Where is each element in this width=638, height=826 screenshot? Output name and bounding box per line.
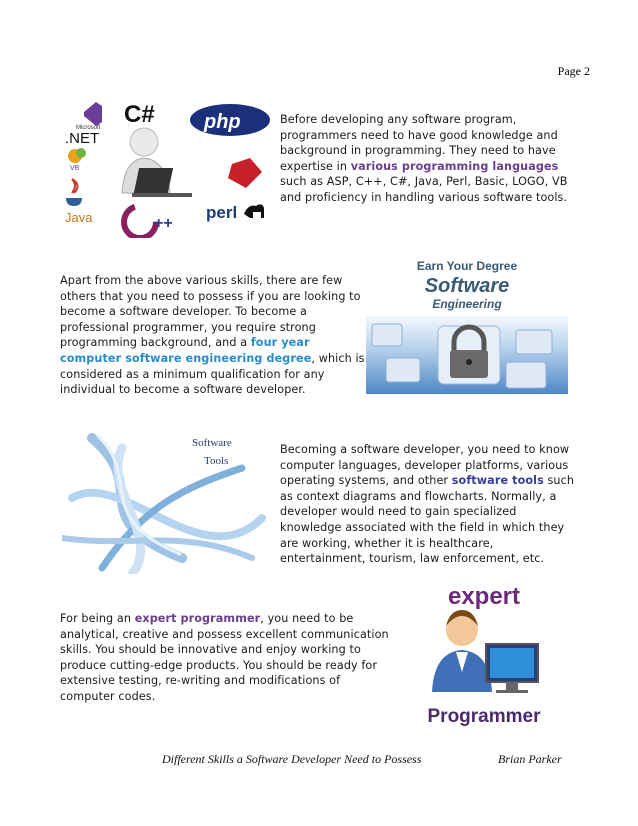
paragraph-3-text-start: Becoming a software developer, you need to know computer languages, developer platforms, various operating systems, and other [280, 443, 570, 488]
paragraph-4 [60, 611, 390, 705]
software-engineering-degree-image [366, 254, 568, 394]
php-text: php [204, 111, 241, 133]
padlock-icon [438, 326, 500, 384]
paragraph-2-text-end: , which is considered as a minimum qualification for any individual to become a software developer. [60, 351, 365, 397]
paragraph-2 [60, 273, 366, 398]
degree-line3: Engineering [432, 297, 502, 311]
cpp-text: ++ [154, 215, 173, 232]
tools-illustration [62, 428, 270, 574]
link-engineering-degree[interactable]: four year computer software engineering degree [60, 336, 312, 365]
page-number: Page 2 [557, 64, 590, 78]
paragraph-1-text-start: Before developing any software program, programmers need to have good knowledge and background in programming. They need to have expertise in [280, 113, 558, 173]
paragraph-4-text-start: For being an [60, 612, 135, 625]
dotnet-text: .NET [65, 130, 100, 147]
microsoft-text: Microsoft [76, 125, 101, 131]
link-software-tools[interactable]: software tools [451, 474, 544, 488]
paragraph-3 [280, 442, 580, 567]
paragraph-3-text-end: such as context diagrams and flowcharts. Normally, a developer would need to gain specialized knowledge associated with the field in which they are working, whether it is healthcare, entertainment, tourism, law enforcement, etc. [280, 474, 575, 566]
footer-title: Different Skills a Software Developer Need to Possess [162, 752, 422, 766]
paragraph-1-text-end: such as ASP, C++, C#, Java, Perl, Basic, LOGO, VB and proficiency in handling various software tools. [280, 175, 568, 204]
expert-title: expert [447, 583, 521, 610]
tools-line1: Software [192, 437, 232, 449]
degree-line1: Earn Your Degree [416, 259, 518, 273]
csharp-text: C# [124, 101, 155, 128]
paragraph-2-text-start: Apart from the above various skills, there are few others that you need to possess if you are looking to become a software developer. To become a professional programmer, you require strong programming background, and a [60, 274, 361, 350]
link-programming-languages[interactable]: various programming languages [350, 159, 559, 173]
languages-collage [62, 98, 270, 238]
paragraph-4-text-end: , you need to be analytical, creative and possess excellent communication skills. You should be innovative and enjoy working to produce cutting-edge products. You should be ready for extensive testing, re-writing and modifications of computer codes. [60, 612, 389, 703]
link-expert-programmer[interactable]: expert programmer [134, 612, 261, 625]
programming-languages-image [62, 98, 270, 238]
tools-line2: Tools [204, 455, 229, 467]
programmer-title: Programmer [427, 706, 541, 727]
php-logo [190, 104, 270, 136]
perl-text: perl [206, 203, 238, 222]
paragraph-1 [280, 112, 580, 206]
degree-line2: Software [424, 275, 510, 297]
expert-illustration [398, 580, 570, 728]
degree-illustration [366, 254, 568, 394]
java-text: Java [65, 210, 93, 225]
software-tools-image [62, 428, 270, 574]
footer-author: Brian Parker [498, 752, 562, 766]
vb-text: VB [70, 165, 80, 172]
expert-programmer-image [398, 580, 570, 728]
